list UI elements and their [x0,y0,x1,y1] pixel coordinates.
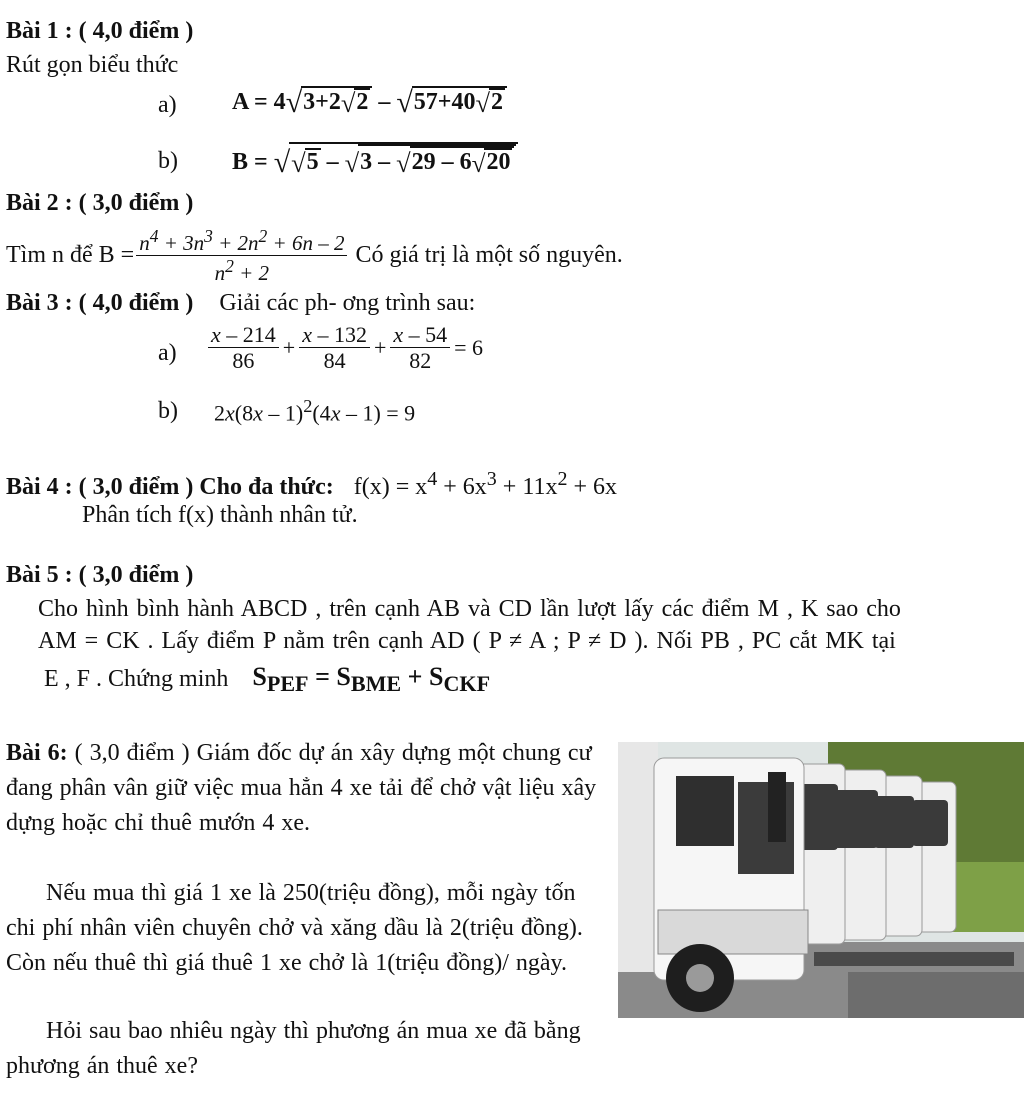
problem-1b-label: b) [158,148,178,174]
equation-3b: 2x(8x – 1)$^2$(4x – 1) = 9 [214,396,416,426]
problem-6-question: Hỏi sau bao nhiêu ngày thì phương án mua xe đã bằng phương án thuê xe? [6,1018,581,1079]
problem-6-paragraph-1 [6,736,598,841]
problem-4-title: Bài 4 : ( 3,0 điểm ) Cho đa thức: [6,474,334,500]
fraction-b: $\frac{n^4 + 3n^3 + 2n^2 + 6n - 2}{n^2 + 2}$ [136,226,347,285]
problem-6-title: Bài 6: [6,740,68,766]
problem-4-task: Phân tích f(x) thành nhân tử. [82,502,358,528]
problem-6-intro: ( 3,0 điểm ) Giám đốc dự án xây dựng một chung cư đang phân vân giữ việc mua hẳn 4 xe tải để chở vật liệu xây dựng hoặc chỉ thuê mướn 4 xe. [6,740,597,836]
problem-2-tail: Có giá trị là một số nguyên. [355,242,623,269]
problem-1a-label: a) [158,92,177,118]
problem-5-line-1: Cho hình bình hành ABCD , trên cạnh AB và CD lần lượt lấy các điểm M , K sao cho [38,596,901,622]
problem-1-instruction: Rút gọn biểu thức [6,52,179,78]
problem-5-line-2: AM = CK . Lấy điểm P nằm trên cạnh AD ( P ≠ A ; P ≠ D ). Nối PB , PC cắt MK tại [38,628,896,654]
problem-1-title: Bài 1 : ( 4,0 điểm ) [6,18,194,44]
problem-2-title: Bài 2 : ( 3,0 điểm ) [6,190,194,216]
problem-3-instruction: Giải các ph- ơng trình sau: [219,290,476,316]
equation-3a: $\frac{x - 214}{86}$ + $\frac{x - 132}{84}$ + $\frac{x - 54}{82}$ = 6 [208,322,483,374]
problem-4-header [6,468,617,501]
problem-3a-label: a) [158,340,177,366]
problem-5-prove: E , F . Chứng minh [44,666,229,692]
problem-5-title: Bài 5 : ( 3,0 điểm ) [6,562,194,588]
problem-2-lead: Tìm n để B = [6,242,135,269]
problem-3b-label: b) [158,398,178,424]
problem-2-statement [6,226,623,285]
problem-3-header [6,290,475,317]
problem-3-title: Bài 3 : ( 4,0 điểm ) [6,290,194,316]
problem-5-line-3 [44,662,490,697]
polynomial-f: $f(x) = x^4 + 6x^3 + 11x^2 + 6x$ [353,468,617,500]
expression-b: B = √√5 – √3 – √29 – 6√20 [232,142,518,180]
area-equation: $S_{PEF} = S_{BME} + S_{CKF}$ [252,662,491,696]
problem-6-paragraph-2: Nếu mua thì giá 1 xe là 250(triệu đồng), mỗi ngày tốn chi phí nhân viên chuyên chở và xăng dầu là 2(triệu đồng). Còn nếu thuê thì giá thuê 1 xe chở là 1(triệu đồng)/ ngày. [6,880,583,976]
trucks-illustration [618,742,1024,1018]
trucks-image [618,742,1024,1018]
expression-a: A = 4√3+2√2 – √57+40√2 [232,86,507,120]
